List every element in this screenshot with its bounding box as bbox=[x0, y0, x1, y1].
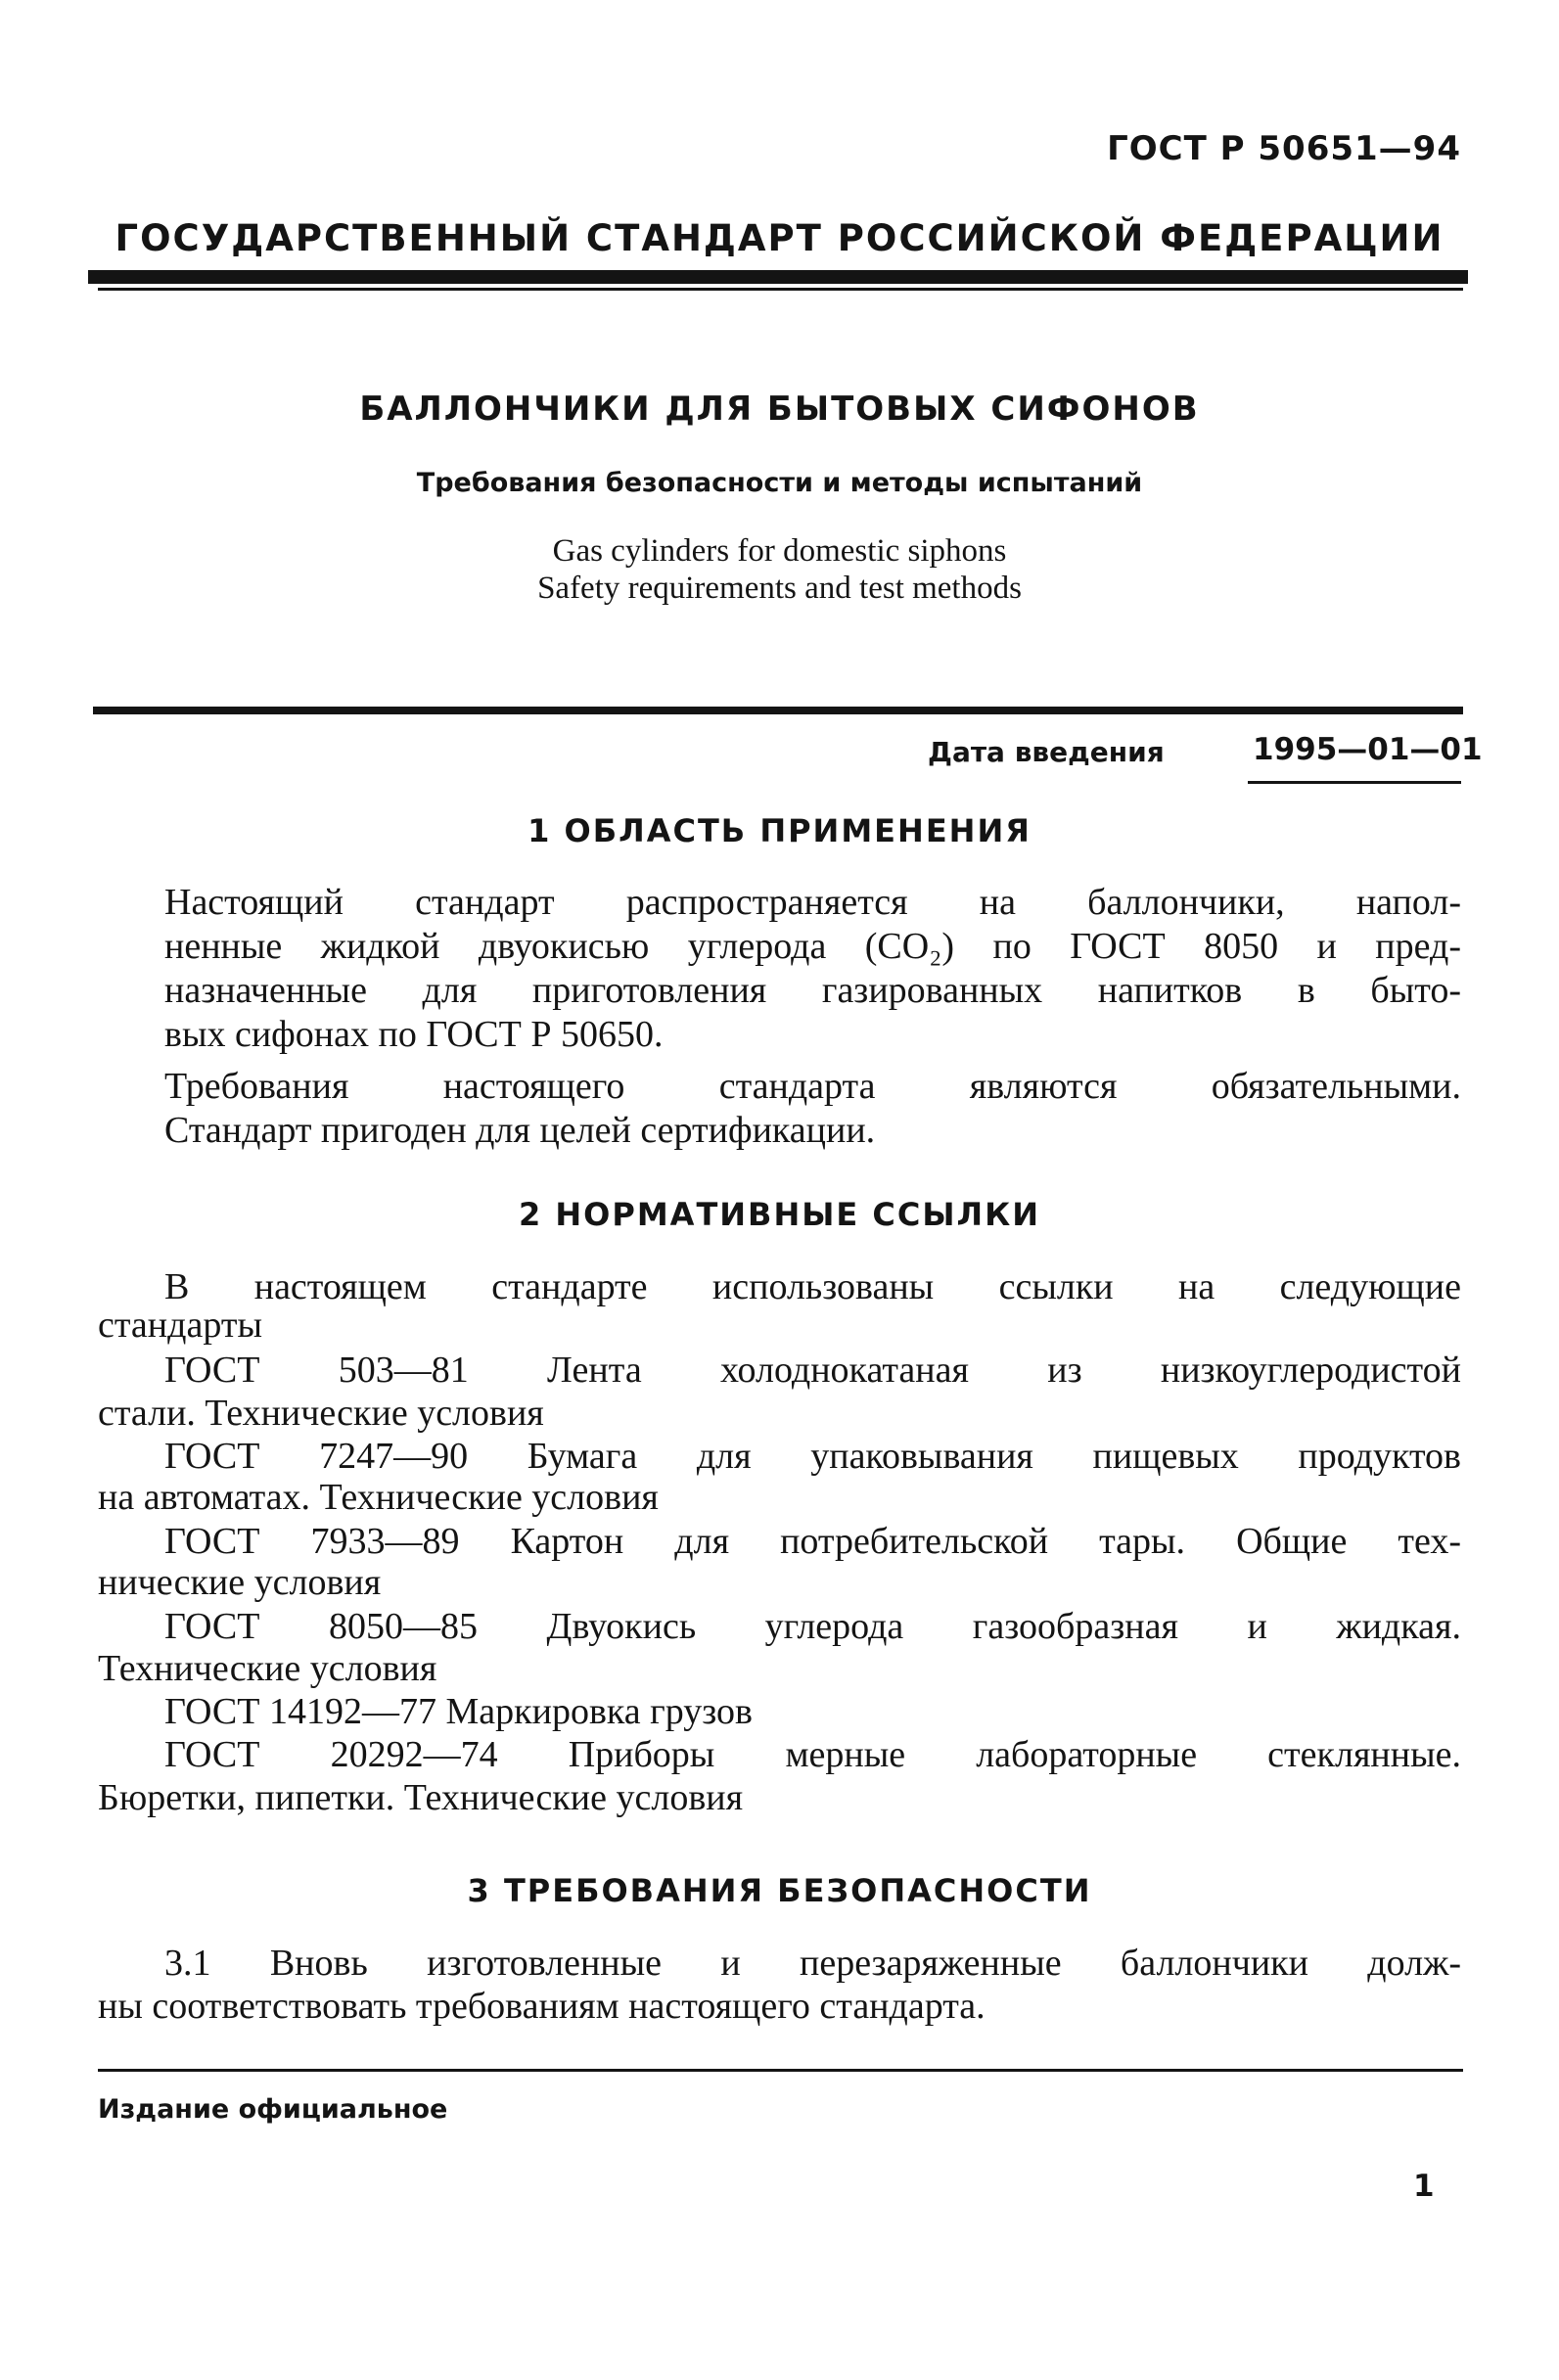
header-rule-thin bbox=[98, 288, 1463, 291]
introduction-date-label: Дата введения bbox=[928, 736, 1165, 768]
english-title-line-2: Safety requirements and test methods bbox=[537, 571, 1022, 606]
section-1-paragraph-line: ненные жидкой двуокисью углерода (CO₂) по ГОСТ 8050 и пред- bbox=[164, 926, 1461, 967]
reference-line: Бюретки, пипетки. Технические условия bbox=[98, 1777, 744, 1818]
document-subtitle: Требования безопасности и методы испытаний bbox=[416, 468, 1143, 498]
header-rule bbox=[88, 270, 1468, 284]
introduction-date-value: 1995—01—01 bbox=[1253, 732, 1483, 767]
section-1-paragraph-line: назначенные для приготовления газированных напитков в быто- bbox=[164, 970, 1461, 1011]
reference-line: ГОСТ 14192—77 Маркировка грузов bbox=[164, 1691, 753, 1732]
footer-rule bbox=[98, 2069, 1463, 2072]
section-1-paragraph-line: Стандарт пригоден для целей сертификации. bbox=[164, 1110, 876, 1151]
reference-line: ГОСТ 20292—74 Приборы мерные лабораторные стеклянные. bbox=[164, 1734, 1461, 1775]
title-separator-rule bbox=[93, 707, 1463, 714]
reference-line: стали. Технические условия bbox=[98, 1393, 544, 1434]
section-3-paragraph-line: 3.1 Вновь изготовленные и перезаряженные баллончики долж- bbox=[164, 1943, 1461, 1984]
section-1-paragraph-line: вых сифонах по ГОСТ Р 50650. bbox=[164, 1014, 664, 1055]
reference-line: ГОСТ 7247—90 Бумага для упаковывания пищевых продуктов bbox=[164, 1436, 1461, 1477]
reference-line: Технические условия bbox=[98, 1648, 437, 1689]
document-title: БАЛЛОНЧИКИ ДЛЯ БЫТОВЫХ СИФОНОВ bbox=[359, 389, 1200, 429]
section-2-intro-line: стандарты bbox=[98, 1304, 262, 1346]
section-3-heading: 3 ТРЕБОВАНИЯ БЕЗОПАСНОСТИ bbox=[467, 1872, 1092, 1909]
reference-line: нические условия bbox=[98, 1562, 382, 1603]
reference-line: ГОСТ 7933—89 Картон для потребительской тары. Общие тех- bbox=[164, 1521, 1461, 1562]
section-2-intro-line: В настоящем стандарте использованы ссылки на следующие bbox=[164, 1266, 1461, 1307]
section-2-heading: 2 НОРМАТИВНЫЕ ССЫЛКИ bbox=[518, 1196, 1041, 1233]
section-1-paragraph-line: Настоящий стандарт распространяется на баллончики, напол- bbox=[164, 882, 1461, 923]
page-number: 1 bbox=[1413, 2169, 1435, 2204]
section-1-paragraph-line: Требования настоящего стандарта являются обязательными. bbox=[164, 1066, 1461, 1107]
state-standard-title: ГОСУДАРСТВЕННЫЙ СТАНДАРТ РОССИЙСКОЙ ФЕДЕРАЦИИ bbox=[115, 217, 1444, 259]
section-3-paragraph-line: ны соответствовать требованиям настоящего стандарта. bbox=[98, 1986, 986, 2027]
section-1-heading: 1 ОБЛАСТЬ ПРИМЕНЕНИЯ bbox=[527, 812, 1032, 849]
reference-line: на автоматах. Технические условия bbox=[98, 1477, 659, 1518]
reference-line: ГОСТ 503—81 Лента холоднокатаная из низкоуглеродистой bbox=[164, 1350, 1461, 1391]
document-code: ГОСТ Р 50651—94 bbox=[1107, 129, 1461, 168]
reference-line: ГОСТ 8050—85 Двуокись углерода газообразная и жидкая. bbox=[164, 1606, 1461, 1647]
english-title-line-1: Gas cylinders for domestic siphons bbox=[552, 533, 1007, 569]
date-underline bbox=[1248, 781, 1461, 784]
edition-note: Издание официальное bbox=[98, 2094, 448, 2125]
